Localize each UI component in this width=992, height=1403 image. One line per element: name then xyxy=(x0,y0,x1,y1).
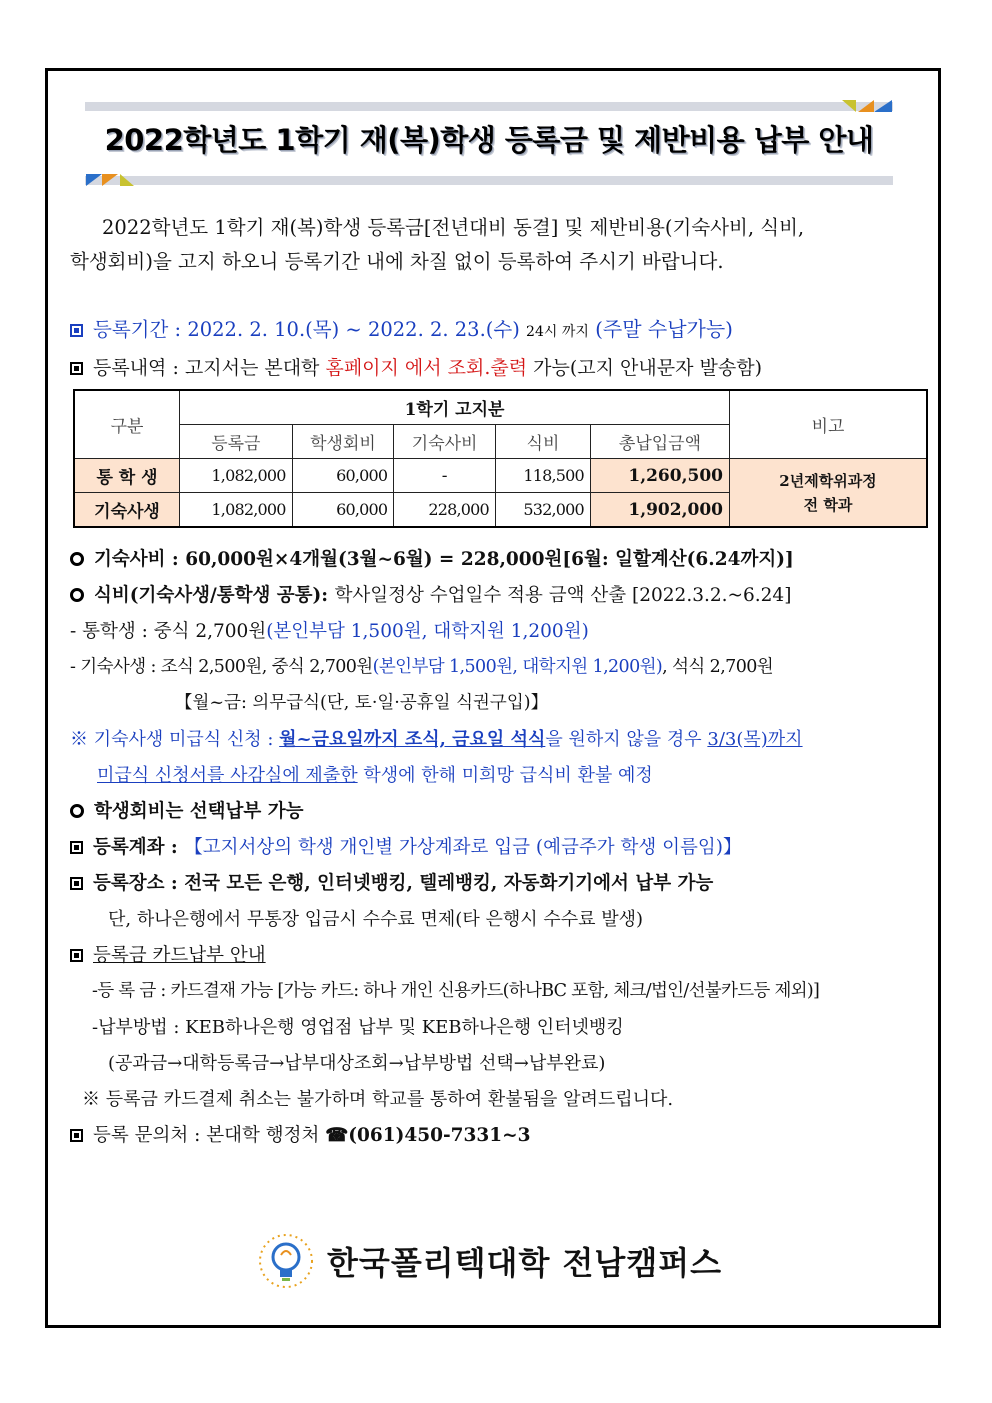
meal-commuter: - 통학생 : 중식 2,700원(본인부담 1,500원, 대학지원 1,200원) xyxy=(70,621,589,642)
table-header-notice: 1학기 고지분 xyxy=(180,390,730,425)
deco-triangle xyxy=(120,174,134,186)
page-title: 2022학년도 1학기 재(복)학생 등록금 및 제반비용 납부 안내 xyxy=(104,123,874,157)
square-bullet-icon xyxy=(70,324,83,337)
student-council: 학생회비는 선택납부 가능 xyxy=(70,797,930,823)
column-header: 식비 xyxy=(495,425,590,459)
deco-triangle xyxy=(858,100,874,112)
square-bullet-icon xyxy=(70,1129,83,1142)
registration-place: 등록장소 : 전국 모든 은행, 인터넷뱅킹, 텔레뱅킹, 자동화기기에서 납부 가능 xyxy=(70,869,930,895)
table-cell: 60,000 xyxy=(292,493,394,528)
registration-account: 등록계좌 : 【고지서상의 학생 개인별 가상계좌로 입금 (예금주가 학생 이름임)】 xyxy=(70,833,930,859)
meal-dorm: - 기숙사생 : 조식 2,500원, 중식 2,700원(본인부담 1,500원, 대학지원 1,200원), 석식 2,700원 xyxy=(70,657,774,677)
intro-line-1: 2022학년도 1학기 재(복)학생 등록금[전년대비 동결] 및 제반비용(기숙사비, 식비, xyxy=(102,216,805,239)
intro-paragraph xyxy=(70,211,920,279)
meal-dorm-note: 【월~금: 의무급식(단, 토·일·공휴일 식권구입)】 xyxy=(175,693,549,713)
registration-details: 등록내역 : 고지서는 본대학 홈페이지 에서 조회.출력 가능(고지 안내문자 발송함) xyxy=(70,353,930,380)
table-cell-total: 1,260,500 xyxy=(590,459,729,493)
square-bullet-icon xyxy=(70,841,83,854)
square-bullet-icon xyxy=(70,877,83,890)
circle-bullet-icon xyxy=(70,804,84,818)
dorm-fee: 기숙사비 : 60,000원×4개월(3월~6월) = 228,000원[6월: 일할계산(6.24까지)] xyxy=(70,545,930,571)
card-line-2: -납부방법 : KEB하나은행 영업점 납부 및 KEB하나은행 인터넷뱅킹 xyxy=(92,1017,624,1038)
homepage-highlight: 홈페이지 에서 조회.출력 xyxy=(325,357,528,379)
table-cell-total: 1,902,000 xyxy=(590,493,729,528)
square-bullet-icon xyxy=(70,949,83,962)
remarks-cell: 2년제학위과정 전 학과 xyxy=(730,459,928,528)
deco-triangle xyxy=(842,100,856,112)
table-cell: 1,082,000 xyxy=(180,493,293,528)
fee-table xyxy=(73,389,928,528)
table-cell: 118,500 xyxy=(495,459,590,493)
square-bullet-icon xyxy=(70,362,83,375)
meal-optout: ※ 기숙사생 미급식 신청 : 월~금요일까지 조식, 금요일 석식을 원하지 않을 경우 3/3(목)까지 xyxy=(70,729,803,750)
table-cell: 228,000 xyxy=(394,493,496,528)
registration-period: 등록기간 : 2022. 2. 10.(목) ~ 2022. 2. 23.(수) 24시 까지 (주말 수납가능) xyxy=(70,313,930,342)
circle-bullet-icon xyxy=(70,552,84,566)
deco-triangle xyxy=(86,174,102,186)
card-title: 등록금 카드납부 안내 xyxy=(70,941,930,967)
card-line-3: (공과금→대학등록금→납부대상조회→납부방법 선택→납부완료) xyxy=(108,1053,606,1074)
footer-logo xyxy=(255,1228,755,1298)
card-note: ※ 등록금 카드결제 취소는 불가하며 학교를 통하여 환불됨을 알려드립니다. xyxy=(82,1089,674,1110)
card-line-1: -등 록 금 : 카드결재 가능 [가능 카드: 하나 개인 신용카드(하나BC 포함, 체크/법인/선불카드등 제외)] xyxy=(92,981,820,1001)
table-cell: - xyxy=(394,459,496,493)
phone-number: ☎(061)450-7331~3 xyxy=(325,1125,531,1146)
table-cell: 60,000 xyxy=(292,459,394,493)
title-bottom-bar xyxy=(85,176,893,185)
deco-triangle xyxy=(874,100,892,112)
column-header: 기숙사비 xyxy=(394,425,496,459)
contact: 등록 문의처 : 본대학 행정처 ☎(061)450-7331~3 xyxy=(70,1121,930,1147)
column-header: 총납입금액 xyxy=(590,425,729,459)
table-cell: 1,082,000 xyxy=(180,459,293,493)
column-header: 등록금 xyxy=(180,425,293,459)
table-cell: 532,000 xyxy=(495,493,590,528)
table-row xyxy=(74,459,927,493)
table-header-category: 구분 xyxy=(74,390,180,459)
deco-triangle xyxy=(102,174,118,186)
meal-optout-line2: 미급식 신청서를 사감실에 제출한 학생에 한해 미희망 급식비 환불 예정 xyxy=(97,765,653,786)
table-header-remarks: 비고 xyxy=(730,390,928,459)
row-label: 통 학 생 xyxy=(74,459,180,493)
intro-line-2: 학생회비)을 고지 하오니 등록기간 내에 차질 없이 등록하여 주시기 바랍니다. xyxy=(70,250,724,273)
row-label: 기숙사생 xyxy=(74,493,180,528)
meal-title: 식비(기숙사생/통학생 공통): 학사일정상 수업일수 적용 금액 산출 [2022.3.2.~6.24] xyxy=(70,581,930,607)
footer-campus-name: 한국폴리텍대학 전남캠퍼스 xyxy=(327,1244,723,1282)
column-header: 학생회비 xyxy=(292,425,394,459)
circle-bullet-icon xyxy=(70,588,84,602)
lightbulb-logo-icon xyxy=(255,1230,317,1292)
registration-place-note: 단, 하나은행에서 무통장 입금시 수수료 면제(타 은행시 수수료 발생) xyxy=(108,909,644,930)
title-top-bar xyxy=(85,102,893,111)
